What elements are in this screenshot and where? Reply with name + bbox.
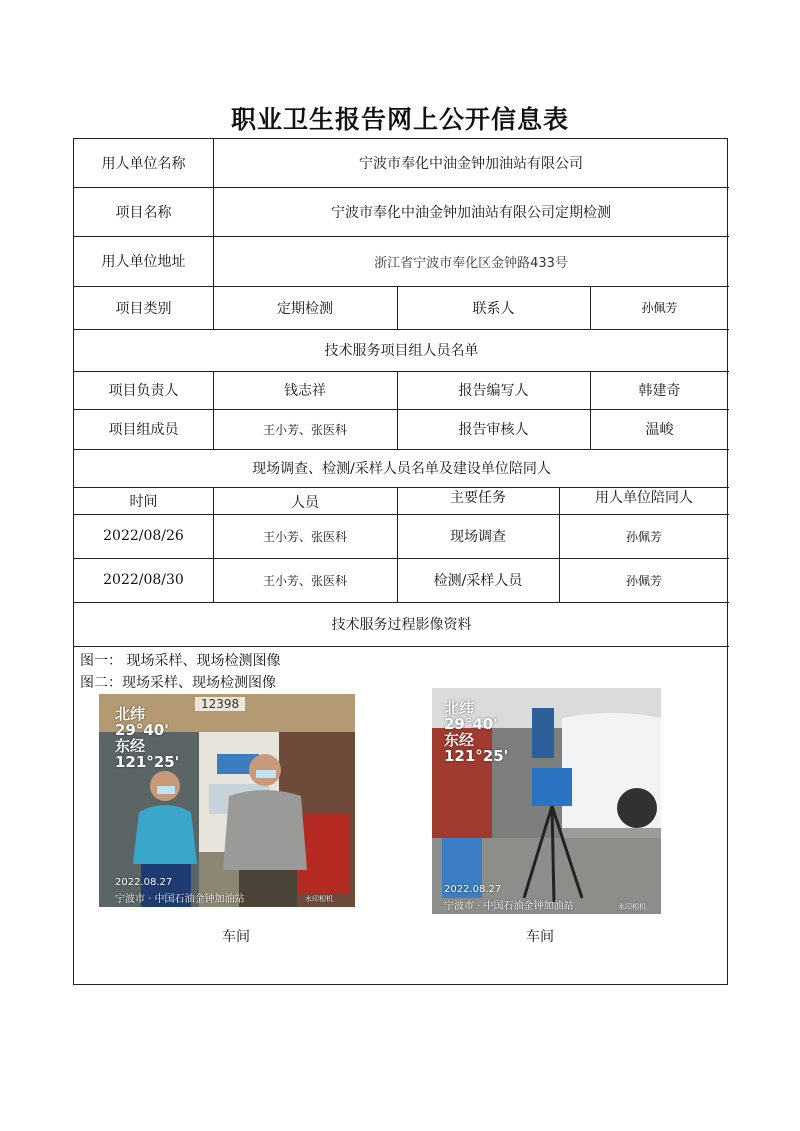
- figure-2-caption: 图二：现场采样、现场检测图像: [80, 675, 276, 691]
- project-category-label: 项目类别: [115, 300, 172, 317]
- survey-heading: 现场调查、检测/采样人员名单及建设单位陪同人: [252, 461, 551, 477]
- photo-2-lat: 29°40': [444, 715, 498, 733]
- photo-2-lon: 121°25': [444, 747, 509, 765]
- survey-row-2-date: 2022/08/30: [103, 572, 184, 588]
- employer-name-value: 宁波市奉化中油金钟加油站有限公司: [359, 156, 583, 172]
- figure-1-caption: 图一： 现场采样、现场检测图像: [80, 653, 281, 669]
- photo-2-lat-label: 北纬: [444, 699, 475, 717]
- photo-1-lat: 29°40': [115, 721, 169, 739]
- contact-label: 联系人: [472, 300, 515, 317]
- survey-row-1-date: 2022/08/26: [103, 528, 184, 544]
- photo-1-sign: 12398: [195, 697, 245, 711]
- survey-row-1-escort: 孙佩芳: [625, 529, 662, 544]
- report-writer-label: 报告编写人: [458, 383, 529, 399]
- survey-row-1-task: 现场调查: [450, 529, 506, 545]
- photo-1-lon-label: 东经: [115, 737, 146, 755]
- col-header-escort: 用人单位陪同人: [595, 490, 693, 506]
- photo-2-lon-label: 东经: [444, 731, 475, 749]
- survey-row-1-staff: 王小芳、张医科: [262, 529, 347, 544]
- report-reviewer-label: 报告审核人: [458, 422, 529, 438]
- images-heading: 技术服务过程影像资料: [331, 617, 472, 633]
- team-heading: 技术服务项目组人员名单: [324, 343, 479, 359]
- project-name-label: 项目名称: [115, 204, 172, 221]
- photo-1-place: 宁波市 · 中国石油金钟加油站: [115, 894, 245, 905]
- photo-2-app: 水印相机: [618, 903, 646, 911]
- employer-address-value: 浙江省宁波市奉化区金钟路433号: [374, 255, 568, 271]
- project-category-value: 定期检测: [277, 300, 333, 317]
- team-members-label: 项目组成员: [108, 422, 179, 438]
- photo-1-lon: 121°25': [115, 753, 180, 771]
- site-photo-1: [99, 694, 355, 907]
- photo-1-caption: 车间: [222, 929, 250, 945]
- employer-name-label: 用人单位名称: [101, 156, 186, 172]
- col-header-task: 主要任务: [450, 490, 506, 506]
- col-header-staff: 人员: [291, 495, 319, 511]
- col-header-time: 时间: [129, 494, 158, 510]
- project-leader-value: 钱志祥: [284, 383, 326, 399]
- photo-1-date: 2022.08.27: [115, 877, 173, 888]
- photo-2-date: 2022.08.27: [444, 884, 502, 895]
- project-leader-label: 项目负责人: [108, 383, 179, 399]
- employer-address-label: 用人单位地址: [101, 254, 186, 270]
- site-photo-2: [432, 688, 661, 914]
- survey-row-2-staff: 王小芳、张医科: [262, 573, 347, 588]
- photo-2-caption: 车间: [526, 929, 554, 945]
- info-table: [73, 138, 728, 985]
- photo-1-app: 水印相机: [305, 895, 333, 903]
- survey-row-2-escort: 孙佩芳: [625, 573, 662, 588]
- survey-row-2-task: 检测/采样人员: [433, 573, 523, 589]
- team-members-value: 王小芳、张医科: [262, 422, 347, 437]
- page-title: 职业卫生报告网上公开信息表: [230, 105, 569, 134]
- report-reviewer-value: 温峻: [645, 422, 674, 438]
- report-writer-value: 韩建奇: [638, 383, 681, 399]
- contact-value: 孙佩芳: [641, 301, 678, 315]
- photo-2-place: 宁波市 · 中国石油金钟加油站: [444, 901, 574, 912]
- photo-1-lat-label: 北纬: [115, 705, 146, 723]
- project-name-value: 宁波市奉化中油金钟加油站有限公司定期检测: [331, 204, 611, 221]
